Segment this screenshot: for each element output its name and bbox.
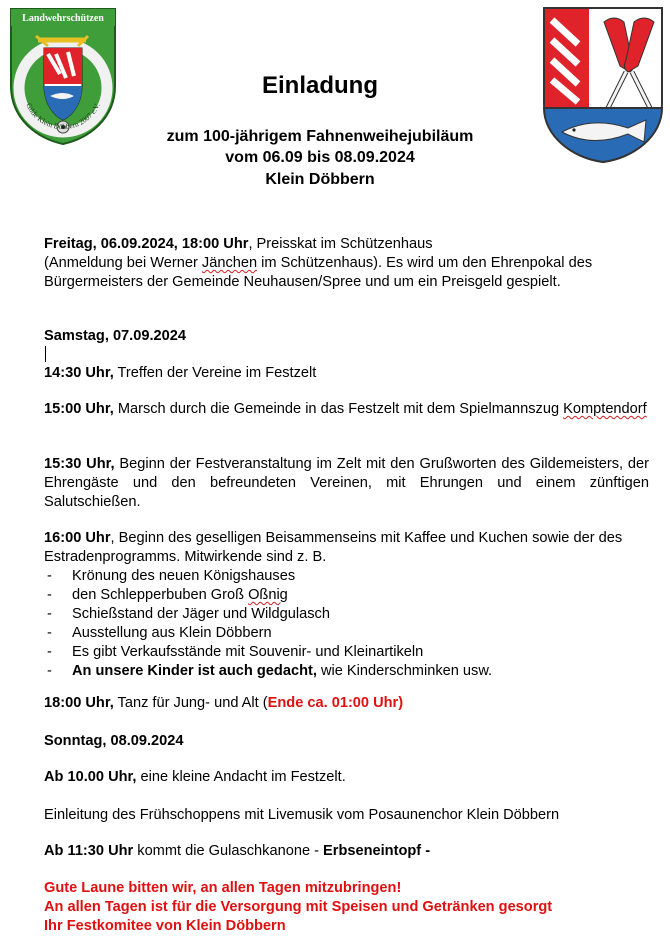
- list-item: - Ausstellung aus Klein Döbbern: [44, 624, 649, 643]
- program-list: [44, 567, 649, 681]
- friday-block: [44, 235, 649, 292]
- event-place: Klein Döbbern: [265, 171, 375, 188]
- closing-line-2: An allen Tagen ist für die Versorgung mit Speisen und Getränken gesorgt: [44, 899, 553, 915]
- sunday-event-1: [44, 768, 649, 787]
- list-item: - Krönung des neuen Königshauses: [44, 567, 649, 586]
- friday-text: , Preisskat im Schützenhaus: [248, 236, 433, 252]
- event-dates: vom 06.09 bis 08.09.2024: [225, 149, 415, 166]
- list-item-bold: An unsere Kinder ist auch gedacht,: [72, 663, 317, 679]
- closing-line-1: Gute Laune bitten wir, an allen Tagen mitzubringen!: [44, 880, 402, 896]
- saturday-event-1: [44, 364, 649, 383]
- event-dish: Erbseneintopf -: [323, 843, 431, 859]
- closing-block: [44, 879, 649, 936]
- text-cursor: [45, 346, 46, 362]
- event-time: 18:00 Uhr,: [44, 695, 114, 711]
- saturday-event-5: [44, 694, 649, 713]
- event-time: 15:30 Uhr,: [44, 456, 115, 472]
- friday-note-b: im Schützenhaus). Es wird um den Ehrenpokal des Bürgermeisters der Gemeinde Neuhausen/Spree und um ein Preisgeld gespielt.: [44, 255, 593, 290]
- list-item: - Es gibt Verkaufsstände mit Souvenir- und Kleinartikeln: [44, 643, 649, 662]
- event-time: Ab 10.00 Uhr,: [44, 769, 137, 785]
- sunday-event-3: [44, 842, 649, 861]
- event-text: , Beginn des geselligen Beisammenseins mit Kaffee und Kuchen sowie der des Estradenprogramms. Mitwirkende sind z. B.: [44, 530, 623, 565]
- friday-note-a: (Anmeldung bei Werner: [44, 255, 202, 271]
- saturday-heading: Samstag, 07.09.2024: [44, 328, 186, 344]
- event-text: Tanz für Jung- und Alt (: [113, 695, 268, 711]
- saturday-event-3: [44, 455, 649, 512]
- event-time: 16:00 Uhr: [44, 530, 111, 546]
- friday-name: Jänchen: [201, 255, 258, 271]
- sunday-heading: Sonntag, 08.09.2024: [44, 733, 184, 749]
- page-title: Einladung: [262, 72, 378, 99]
- event-time: 14:30 Uhr,: [44, 365, 114, 381]
- event-end-time: Ende ca. 01:00 Uhr): [267, 695, 404, 711]
- closing-line-3: Ihr Festkomitee von Klein Döbbern: [44, 918, 286, 934]
- list-item: [44, 662, 649, 681]
- event-text: kommt die Gulaschkanone -: [133, 843, 324, 859]
- event-text: Treffen der Vereine im Festzelt: [113, 365, 317, 381]
- saturday-event-2: [44, 400, 649, 419]
- list-item: - Schießstand der Jäger und Wildgulasch: [44, 605, 649, 624]
- friday-heading: Freitag, 06.09.2024, 18:00 Uhr: [44, 236, 249, 252]
- list-item-place: Oßnig: [248, 587, 288, 603]
- list-item-text: den Schlepperbuben Groß: [72, 587, 249, 603]
- event-place-name: Komptendorf: [563, 401, 647, 417]
- event-text: Beginn der Festveranstaltung im Zelt mit den Grußworten des Gildemeisters, der Ehrengäste und den befreundeten Vereinen, mit Ehrungen und einem zünftigen Salutschießen.: [44, 456, 649, 510]
- subtitle: zum 100-jährigem Fahnenweihejubiläum: [166, 128, 474, 145]
- gilde-name-text: Landwehrschützen: [22, 13, 104, 24]
- gilde-ring-text: Gilde Klein Döbbern 2007 e.V.: [24, 101, 102, 132]
- list-item-text: wie Kinderschminken usw.: [316, 663, 493, 679]
- event-time: 15:00 Uhr,: [44, 401, 114, 417]
- event-text: eine kleine Andacht im Festzelt.: [136, 769, 346, 785]
- list-item: [44, 586, 649, 605]
- saturday-event-4: [44, 529, 649, 681]
- event-text: Marsch durch die Gemeinde in das Festzelt mit dem Spielmannszug: [113, 401, 564, 417]
- event-time: Ab 11:30 Uhr: [44, 843, 134, 859]
- sunday-event-2: Einleitung des Frühschoppens mit Livemusik vom Posaunenchor Klein Döbbern: [44, 807, 560, 823]
